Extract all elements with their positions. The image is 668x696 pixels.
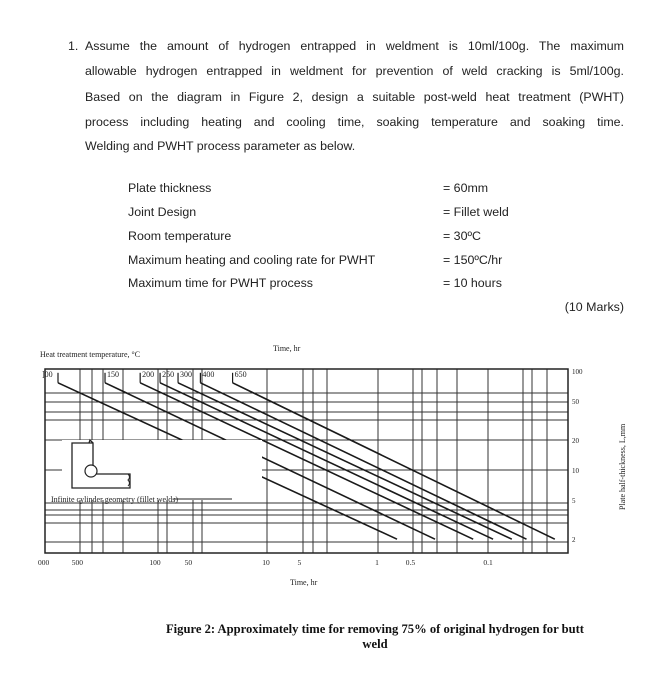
series-label-250: 250 <box>162 370 175 379</box>
x-tick-label: 50 <box>184 558 193 567</box>
fillet-weld-diagram-icon <box>62 440 262 500</box>
marks-label: (10 Marks) <box>564 300 624 314</box>
chart-title: Heat treatment temperature, °C <box>40 350 141 359</box>
param-value: = 30ºC <box>443 229 481 243</box>
param-label: Joint Design <box>128 205 197 219</box>
param-label: Maximum time for PWHT process <box>128 276 313 290</box>
inset-label: Infinite cylinder geometry (fillet welds) <box>51 495 179 504</box>
y-tick-label: 100 <box>572 368 583 376</box>
param-value: = Fillet weld <box>443 205 509 219</box>
x-tick-label: 100 <box>149 558 161 567</box>
x-tick-label: 000 <box>38 558 50 567</box>
series-label-200: 200 <box>142 370 155 379</box>
y-tick-label: 50 <box>572 397 579 406</box>
param-label: Plate thickness <box>128 181 212 195</box>
figure-caption-line-1: Figure 2: Approximately time for removing 75% of original hydrogen for butt <box>165 622 585 636</box>
series-label-650: 650 <box>234 370 247 379</box>
question-line-3: Based on the diagram in Figure 2, design a suitable post-weld heat treatment (PWHT) <box>85 90 624 104</box>
x-tick-label: 5 <box>297 558 302 567</box>
y-tick-label: 2 <box>572 536 576 545</box>
param-label: Room temperature <box>128 229 232 243</box>
y-axis-label: Plate half-thickness, L,mm <box>618 423 627 510</box>
x-tick-label: 0.5 <box>405 558 416 567</box>
series-label-150: 150 <box>107 370 120 379</box>
question-line-4: process including heating and cooling time, soaking temperature and soaking time. <box>85 115 624 129</box>
param-value: = 150ºC/hr <box>443 253 503 267</box>
series-label-400: 400 <box>202 370 215 379</box>
y-tick-label: 20 <box>572 437 579 446</box>
param-value: = 10 hours <box>443 276 502 290</box>
x-tick-label: 0.1 <box>483 558 493 567</box>
question-number: 1. <box>68 39 79 53</box>
param-label: Maximum heating and cooling rate for PWHT <box>128 253 376 267</box>
question-line-5: Welding and PWHT process parameter as below. <box>85 139 356 153</box>
x-axis-label: Time, hr <box>290 578 318 587</box>
x-tick-label: 500 <box>71 558 84 567</box>
x-axis-top-label: Time, hr <box>273 344 301 353</box>
x-tick-label: 1 <box>375 558 379 567</box>
y-tick-label: 10 <box>572 467 579 475</box>
y-tick-label: 5 <box>572 496 576 505</box>
figure-caption-line-2: weld <box>362 637 388 651</box>
question-line-2: allowable hydrogen entrapped in weldment for prevention of weld cracking is 5ml/100g. <box>85 64 624 78</box>
x-tick-label: 10 <box>262 558 270 567</box>
series-label-300: 300 <box>180 370 193 379</box>
param-value: = 60mm <box>443 181 489 195</box>
series-label-100: ]00 <box>41 370 53 379</box>
question-line-1: Assume the amount of hydrogen entrapped in weldment is 10ml/100g. The maximum <box>85 39 624 53</box>
series-line-650 <box>233 383 555 539</box>
